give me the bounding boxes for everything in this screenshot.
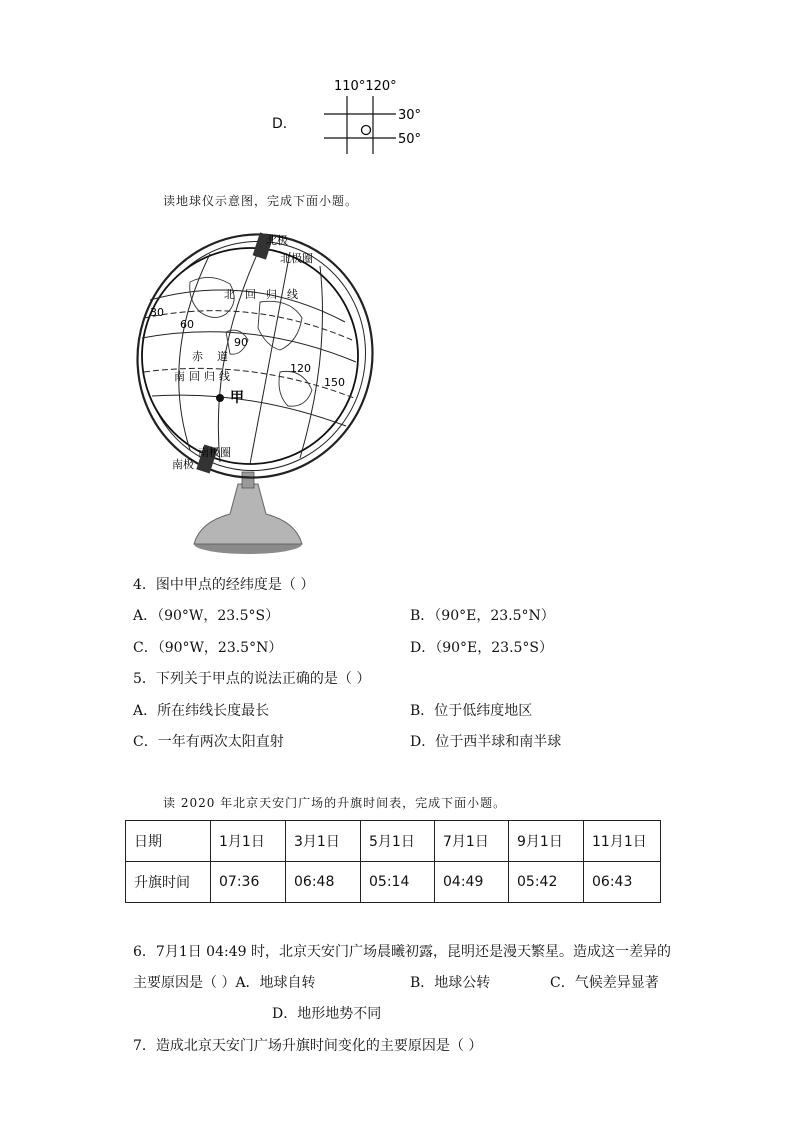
label-north-pole: 北极 [266, 234, 288, 247]
label-lon-120: 120 [290, 362, 311, 375]
flag-raising-table [125, 820, 661, 903]
q5-option-b: B．位于低纬度地区 [410, 703, 533, 719]
table-cell: 06:48 [286, 862, 361, 903]
table-cell: 3月1日 [286, 821, 361, 862]
label-tropic-capricorn: 南回归线 [174, 370, 234, 383]
table-header-row [126, 821, 661, 862]
q5-option-c: C．一年有两次太阳直射 [133, 734, 284, 750]
q4-option-a: A．（90°W，23.5°S） [133, 608, 280, 624]
label-south-pole: 南极 [172, 458, 194, 471]
grid-lat-bottom: 50° [398, 132, 422, 147]
table-cell: 06:43 [584, 862, 661, 903]
table-cell: 升旗时间 [126, 862, 211, 903]
q4-option-d: D．（90°E，23.5°S） [410, 640, 554, 656]
table-cell: 07:36 [211, 862, 286, 903]
grid-point-marker [362, 126, 371, 135]
grid-lon-labels: 110°120° [334, 79, 397, 94]
q7-stem: 7．造成北京天安门广场升旗时间变化的主要原因是（ ） [133, 1038, 483, 1054]
globe-intro: 读地球仪示意图，完成下面小题。 [163, 194, 359, 208]
label-lon-90: 90 [234, 336, 248, 349]
table-cell: 1月1日 [211, 821, 286, 862]
lat-lon-grid-figure [318, 76, 448, 158]
label-antarctic-circle: 南极圈 [198, 446, 231, 459]
table-row [126, 862, 661, 903]
table-cell: 日期 [126, 821, 211, 862]
label-lon-150: 150 [324, 376, 345, 389]
table-cell: 9月1日 [509, 821, 584, 862]
option-d-label: D． [272, 116, 297, 132]
q6-option-d: D．地形地势不同 [272, 1006, 382, 1022]
q4-option-c: C．（90°W，23.5°N） [133, 640, 283, 656]
grid-lat-top: 30° [398, 108, 422, 123]
label-lon-60: 60 [180, 318, 194, 331]
q5-option-a: A．所在纬线长度最长 [133, 703, 270, 719]
q6-option-b: B．地球公转 [410, 975, 491, 991]
table-cell: 11月1日 [584, 821, 661, 862]
q6-line1: 6．7月1日 04:49 时，北京天安门广场晨曦初露，昆明还是漫天繁星。造成这一差异的 [133, 944, 671, 960]
table-cell: 7月1日 [435, 821, 509, 862]
q5-option-d: D．位于西半球和南半球 [410, 734, 562, 750]
label-tropic-cancer: 北回归线 [224, 288, 308, 301]
label-lon-30: 30 [150, 306, 164, 319]
label-arctic-circle: 北极圈 [280, 252, 313, 265]
table-cell: 5月1日 [361, 821, 435, 862]
q6-line2-stem: 主要原因是（ ）A．地球自转 [133, 975, 316, 991]
table-cell: 05:42 [509, 862, 584, 903]
point-jia-marker [216, 394, 224, 402]
q5-stem: 5．下列关于甲点的说法正确的是（ ） [133, 671, 371, 687]
table-cell: 05:14 [361, 862, 435, 903]
label-point-jia: 甲 [230, 390, 244, 406]
table-intro: 读 2020 年北京天安门广场的升旗时间表，完成下面小题。 [163, 796, 507, 810]
q4-stem: 4．图中甲点的经纬度是（ ） [133, 577, 315, 593]
q6-option-c: C．气候差异显著 [550, 975, 659, 991]
q4-option-b: B．（90°E，23.5°N） [410, 608, 555, 624]
label-equator: 赤道 [192, 350, 242, 363]
table-cell: 04:49 [435, 862, 509, 903]
globe-figure [130, 222, 380, 560]
